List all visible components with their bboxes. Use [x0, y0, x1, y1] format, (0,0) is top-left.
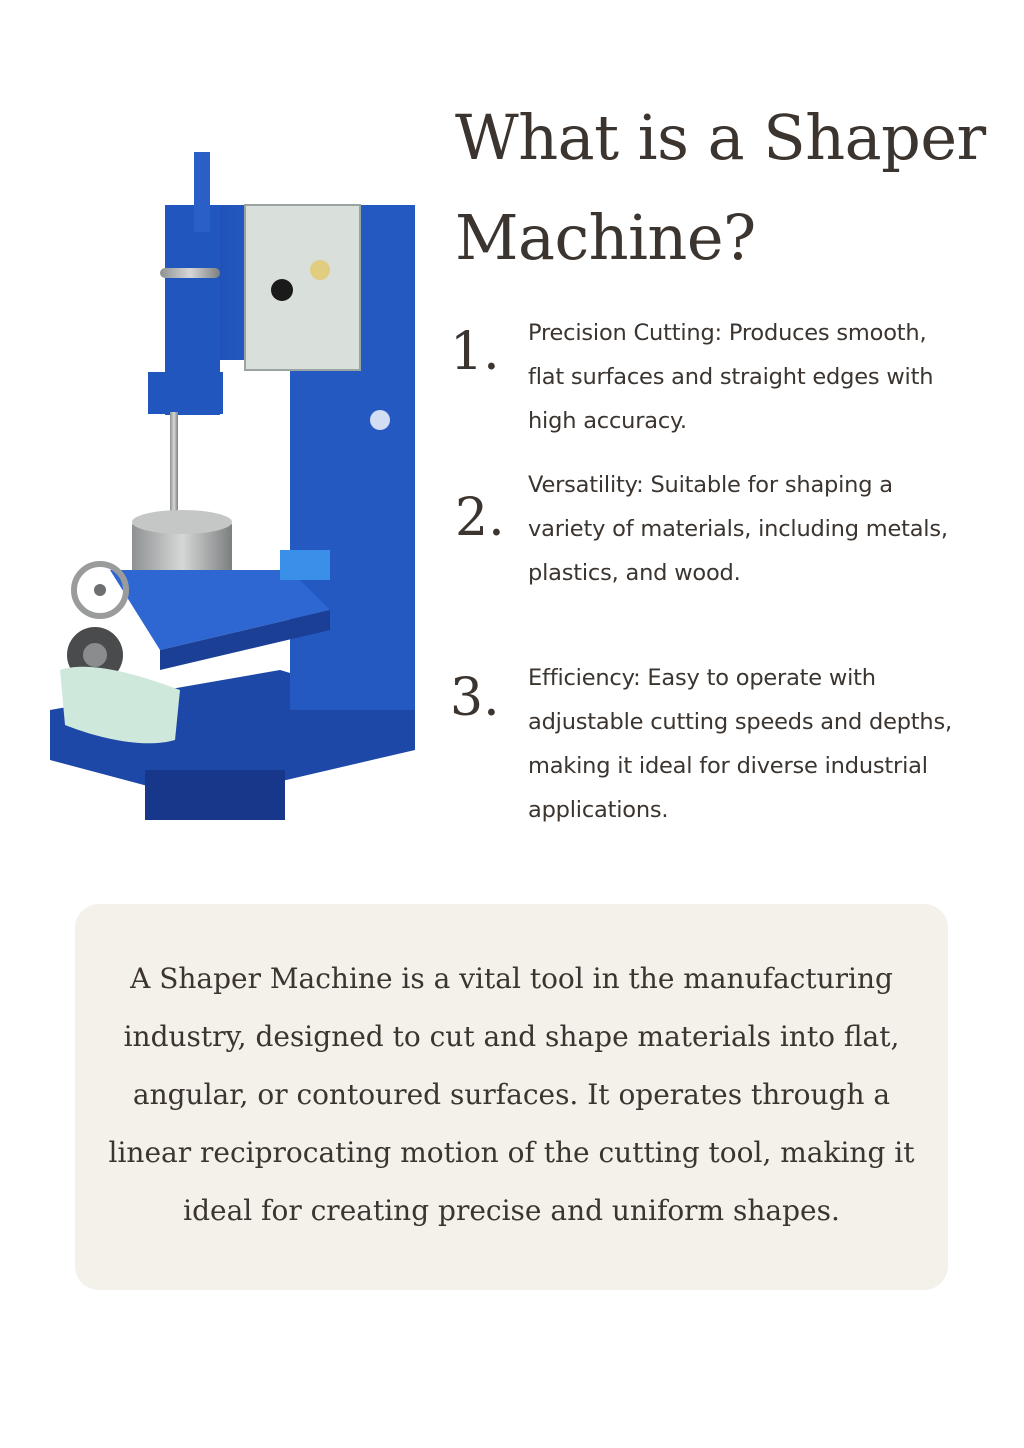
point-text-1: Precision Cutting: Produces smooth, flat surfaces and straight edges with high accuracy.: [528, 320, 934, 434]
point-text-3: Efficiency: Easy to operate with adjustable cutting speeds and depths, making it ideal for diverse industrial applications.: [528, 665, 952, 823]
point-number-2: 2.: [455, 488, 505, 548]
summary-text: A Shaper Machine is a vital tool in the manufacturing industry, designed to cut and shape materials into flat, angular, or contoured surfaces. It operates through a linear reciprocating motion of the cutting tool, making it ideal for creating precise and uniform shapes.: [108, 962, 915, 1227]
point-number-1: 1.: [450, 322, 500, 382]
summary-box: [75, 904, 948, 1290]
page-title: What is a Shaper Machine?: [455, 101, 986, 274]
point-number-3: 3.: [450, 668, 500, 728]
shaper-machine-image: [50, 150, 420, 840]
shaper-machine-drawing: [50, 150, 420, 840]
point-text-2: Versatility: Suitable for shaping a variety of materials, including metals, plastics, and wood.: [528, 472, 948, 586]
